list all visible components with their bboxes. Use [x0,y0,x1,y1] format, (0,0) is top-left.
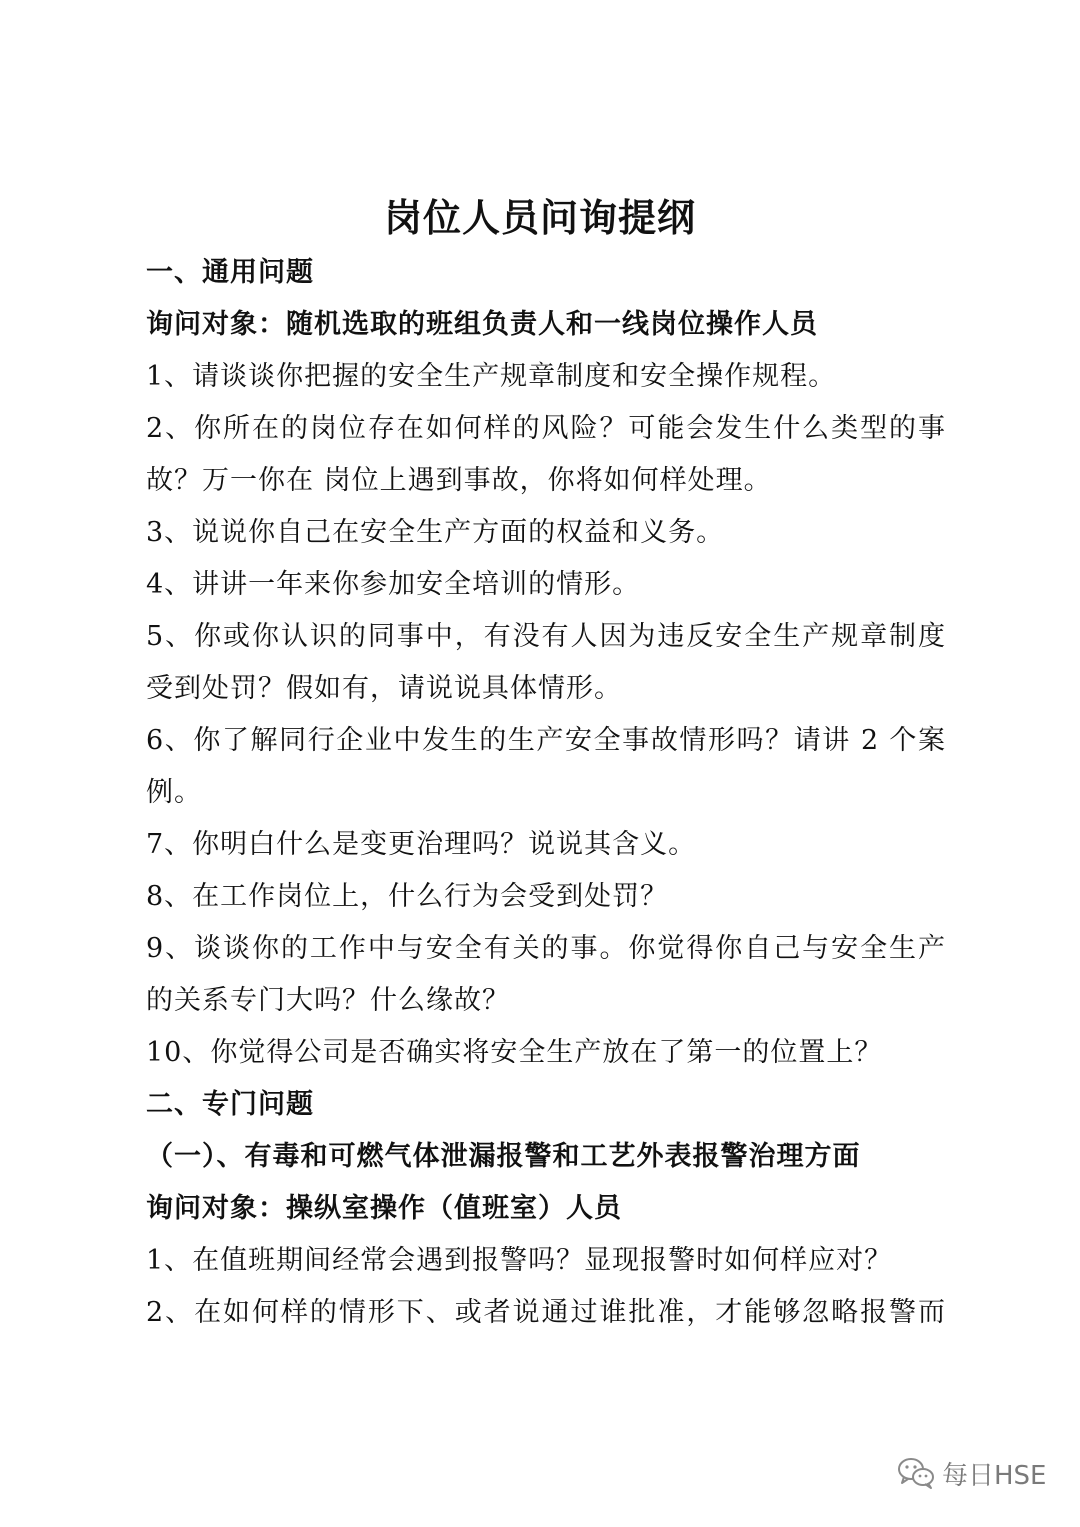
question-line: 5、你或你认识的同事中，有没有人因为违反安全生产规章制度 [146,621,946,652]
section2-heading: 二、专门问题 [146,1089,314,1120]
question-line: 7、你明白什么是变更治理吗？说说其含义。 [146,829,697,860]
question-line: 8、在工作岗位上，什么行为会受到处罚？ [146,881,669,912]
question-line: 2、你所在的岗位存在如何样的风险？可能会发生什么类型的事 [146,413,946,444]
document-title: 岗位人员问询提纲 [383,196,696,240]
question-line: 1、在值班期间经常会遇到报警吗？显现报警时如何样应对？ [146,1245,893,1276]
section1-target: 询问对象：随机选取的班组负责人和一线岗位操作人员 [146,309,818,340]
question-line: 10、你觉得公司是否确实将安全生产放在了第一的位置上？ [146,1037,883,1068]
question-line: 故？万一你在 岗位上遇到事故，你将如何样处理。 [146,465,772,496]
section1-heading: 一、通用问题 [146,257,314,288]
section2-subheading: （一）、有毒和可燃气体泄漏报警和工艺外表报警治理方面 [146,1141,861,1172]
wechat-icon [896,1456,936,1490]
question-line: 4、讲讲一年来你参加安全培训的情形。 [146,569,641,600]
question-line: 1、请谈谈你把握的安全生产规章制度和安全操作规程。 [146,361,837,392]
question-line: 例。 [146,777,202,808]
question-line: 的关系专门大吗？什么缘故？ [146,985,510,1016]
question-line: 9、谈谈你的工作中与安全有关的事。你觉得你自己与安全生产 [146,933,946,964]
question-line: 3、说说你自己在安全生产方面的权益和义务。 [146,517,725,548]
watermark [896,1448,1046,1498]
section2-target: 询问对象：操纵室操作（值班室）人员 [146,1193,622,1224]
question-line: 2、在如何样的情形下、或者说通过谁批准，才能够忽略报警而 [146,1297,946,1328]
question-line: 6、你了解同行企业中发生的生产安全事故情形吗？请讲 2 个案 [146,725,946,756]
watermark-text: 每日HSE [942,1460,1047,1491]
question-line: 受到处罚？假如有，请说说具体情形。 [146,673,622,704]
